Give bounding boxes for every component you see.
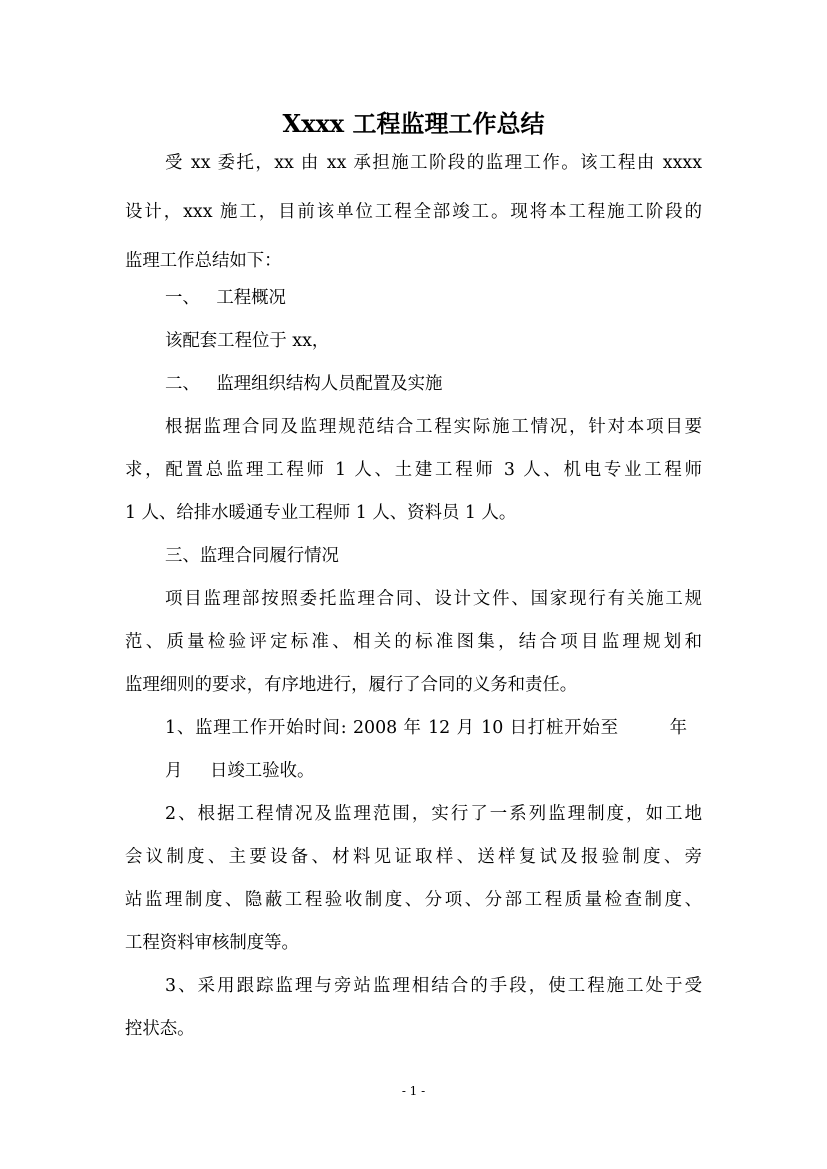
paragraph-line: 根据监理合同及监理规范结合工程实际施工情况，针对本项目要 [165,417,702,437]
document-title: Xxxx 工程监理工作总结 [282,109,545,138]
paragraph-line: 3、采用跟踪监理与旁站监理相结合的手段，使工程施工处于受 [165,976,702,996]
paragraph-line: 站监理制度、隐蔽工程验收制度、分项、分部工程质量检查制度、 [125,890,702,910]
paragraph-line: 监理工作总结如下： [125,251,282,271]
section-heading: 一、 工程概况 [165,288,286,308]
paragraph-line: 月 日竣工验收。 [165,761,315,781]
paragraph-line: 1 人、给排水暖通专业工程师 1 人、资料员 1 人。 [125,503,517,523]
paragraph-line: 该配套工程位于 xx， [165,331,330,351]
paragraph-line: 1、监理工作开始时间: 2008 年 12 月 10 日打桩开始至 年 [165,718,687,738]
paragraph-line: 控状态。 [125,1019,195,1039]
section-heading: 三、监理合同履行情况 [165,546,339,566]
paragraph-line: 项目监理部按照委托监理合同、设计文件、国家现行有关施工规 [165,589,702,609]
section-heading: 二、 监理组织结构人员配置及实施 [165,374,443,394]
paragraph-line: 求，配置总监理工程师 1 人、土建工程师 3 人、机电专业工程师 [125,460,702,480]
paragraph-line: 范、质量检验评定标准、相关的标准图集，结合项目监理规划和 [125,632,702,652]
paragraph-line: 受 xx 委托，xx 由 xx 承担施工阶段的监理工作。该工程由 xxxx [165,153,702,173]
page-number: - 1 - [401,1084,426,1098]
paragraph-line: 会议制度、主要设备、材料见证取样、送样复试及报验制度、旁 [125,847,702,867]
paragraph-line: 2、根据工程情况及监理范围，实行了一系列监理制度，如工地 [165,804,702,824]
paragraph-line: 工程资料审核制度等。 [125,933,299,953]
paragraph-line: 监理细则的要求，有序地进行，履行了合同的义务和责任。 [125,675,578,695]
paragraph-line: 设计，xxx 施工，目前该单位工程全部竣工。现将本工程施工阶段的 [125,202,702,222]
